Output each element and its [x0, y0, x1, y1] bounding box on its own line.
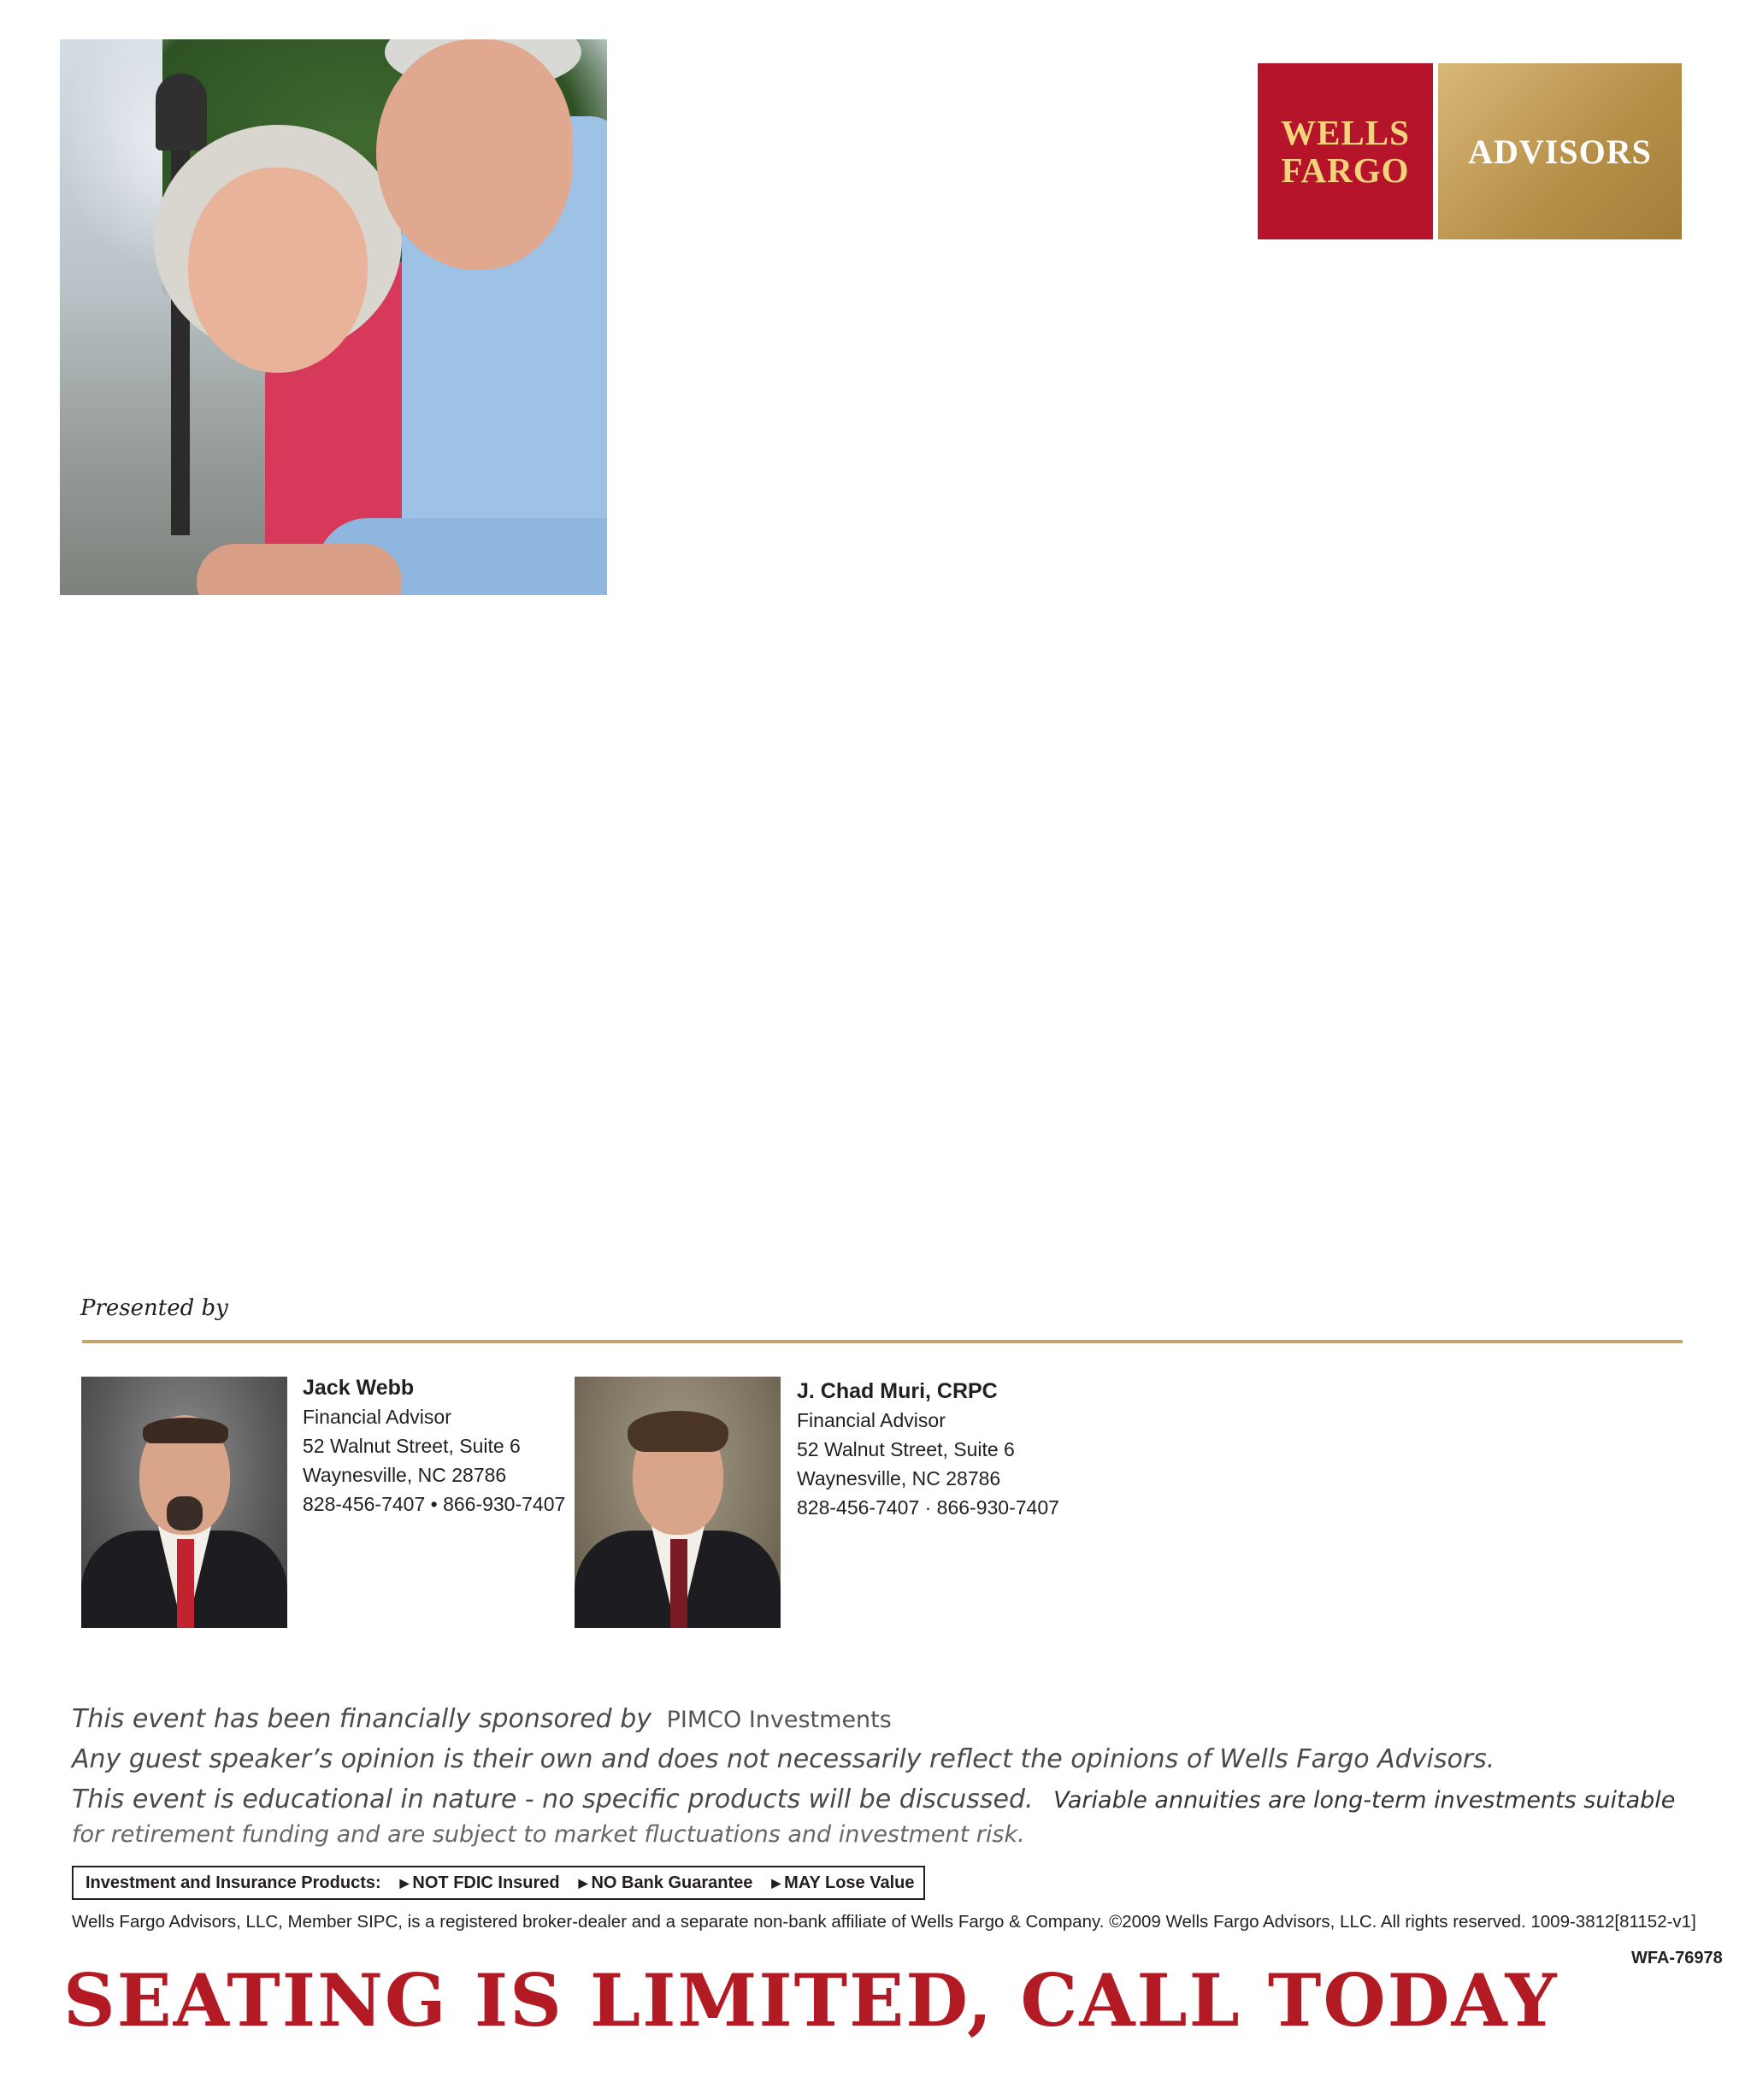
photo-man-head — [376, 39, 573, 270]
variable-annuities-continued: for retirement funding and are subject to market fluctuations and investment risk. — [72, 1821, 1025, 1848]
play-triangle-icon: ▶ — [771, 1875, 781, 1890]
advisor-address-line1: 52 Walnut Street, Suite 6 — [797, 1438, 1015, 1460]
sponsor-prefix: This event has been financially sponsored by — [72, 1704, 652, 1734]
portrait-hair — [628, 1411, 728, 1452]
advisor-info-2 — [797, 1377, 1059, 1522]
advisor-address-line2: Waynesville, NC 28786 — [797, 1467, 1001, 1489]
advisor-name: Jack Webb — [303, 1376, 415, 1400]
wells-fargo-advisors-logo — [1258, 63, 1682, 239]
advisor-address-line1: 52 Walnut Street, Suite 6 — [303, 1435, 521, 1457]
variable-annuities-text: Variable annuities are long-term investments suitable — [1053, 1787, 1676, 1814]
logo-advisors: ADVISORS — [1468, 132, 1652, 171]
photo-woman-face — [188, 168, 368, 373]
disclosure-item: NOT FDIC Insured — [412, 1873, 560, 1892]
advisor-photo-jack-webb — [81, 1377, 287, 1628]
disclosure-item: MAY Lose Value — [784, 1873, 915, 1892]
portrait-beard — [167, 1496, 203, 1531]
advisor-name: J. Chad Muri, CRPC — [797, 1379, 998, 1403]
logo-wells: WELLS — [1281, 113, 1410, 152]
divider-rule — [82, 1340, 1683, 1343]
sponsor-name: PIMCO Investments — [666, 1707, 892, 1733]
advisor-phones: 828-456-7407 • 866-930-7407 — [303, 1493, 566, 1515]
form-code: WFA-76978 — [1631, 1949, 1723, 1967]
investment-disclosure-box — [72, 1866, 925, 1900]
educational-text: This event is educational in nature - no specific products will be discussed. — [72, 1784, 1034, 1814]
advisor-info-1 — [303, 1373, 565, 1519]
sponsor-line — [72, 1704, 892, 1734]
educational-disclaimer — [72, 1784, 1675, 1814]
portrait-tie — [177, 1539, 194, 1628]
advisor-address-line2: Waynesville, NC 28786 — [303, 1464, 507, 1486]
disclosure-label: Investment and Insurance Products: — [85, 1873, 381, 1892]
photo-hands — [197, 544, 402, 595]
call-to-action-heading: SEATING IS LIMITED, CALL TODAY — [63, 1958, 1559, 2043]
portrait-hair — [143, 1418, 228, 1443]
logo-fargo: FARGO — [1281, 150, 1410, 190]
portrait-tie — [670, 1539, 687, 1628]
photo-lamp — [156, 74, 207, 150]
advisor-title: Financial Advisor — [303, 1406, 451, 1428]
logo-red-panel — [1258, 63, 1433, 239]
legal-disclaimer: Wells Fargo Advisors, LLC, Member SIPC, is a registered broker-dealer and a separate non-bank affiliate of Wells Fargo & Company. ©2009 Wells Fargo Advisors, LLC. All rights reserved. 1009-3812[81152-v1] — [72, 1912, 1696, 1932]
opinion-disclaimer: Any guest speaker’s opinion is their own and does not necessarily reflect the opinions of Wells Fargo Advisors. — [72, 1744, 1495, 1774]
play-triangle-icon: ▶ — [399, 1875, 410, 1890]
advisor-photo-chad-muri — [575, 1377, 781, 1628]
hero-photo-couple — [60, 39, 607, 595]
disclosure-item: NO Bank Guarantee — [591, 1873, 753, 1892]
presented-by-label: Presented by — [80, 1295, 228, 1321]
logo-gold-panel — [1438, 63, 1682, 239]
advisor-phones: 828-456-7407 · 866-930-7407 — [797, 1496, 1059, 1519]
play-triangle-icon: ▶ — [578, 1875, 588, 1890]
advisor-title: Financial Advisor — [797, 1409, 946, 1431]
